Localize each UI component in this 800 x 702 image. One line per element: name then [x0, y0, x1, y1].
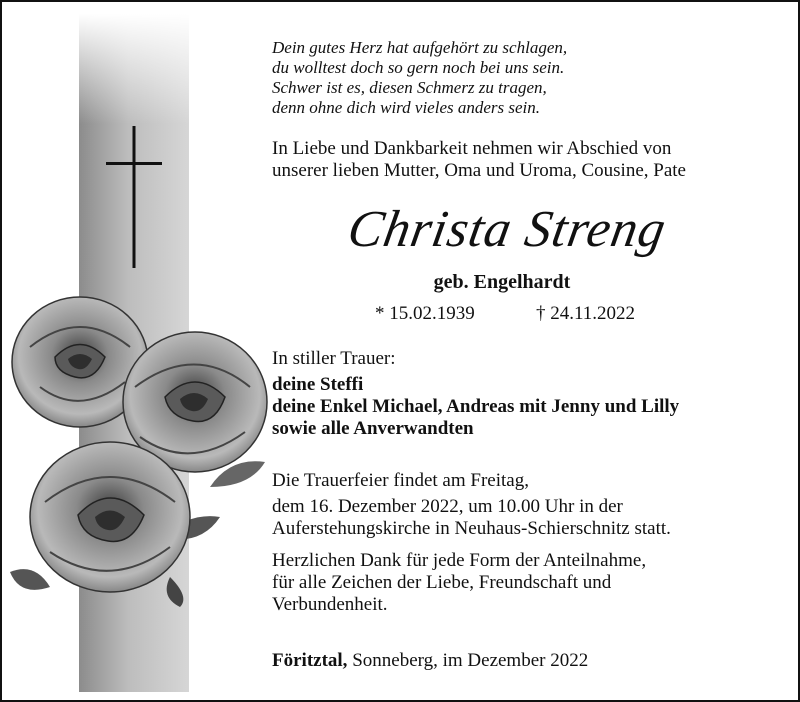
ceremony-line: dem 16. Dezember 2022, um 10.00 Uhr in der: [272, 496, 623, 517]
ceremony-line: Die Trauerfeier findet am Freitag,: [272, 470, 529, 491]
mourning-heading: In stiller Trauer:: [272, 348, 396, 369]
thanks-line: Herzlichen Dank für jede Form der Anteilnahme,: [272, 550, 647, 571]
mourner-line: deine Steffi: [272, 374, 364, 395]
place-rest: Sonneberg, im Dezember 2022: [347, 650, 589, 671]
thanks-line: für alle Zeichen der Liebe, Freundschaft und: [272, 572, 612, 593]
poem-line: denn ohne dich wird vieles anders sein.: [272, 98, 541, 117]
mourner-line: sowie alle Anverwandten: [272, 418, 474, 439]
birth-name: geb. Engelhardt: [433, 271, 571, 293]
ceremony-line: Auferstehungskirche in Neuhaus-Schierschnitz statt.: [272, 518, 671, 539]
poem-line: Schwer ist es, diesen Schmerz zu tragen,: [272, 78, 547, 97]
birth-date: * 15.02.1939: [375, 303, 475, 324]
deceased-name: Christa Streng: [343, 201, 671, 258]
poem-line: Dein gutes Herz hat aufgehört zu schlagen,: [272, 38, 568, 57]
thanks-line: Verbundenheit.: [272, 594, 388, 615]
band-fade: [79, 14, 189, 124]
intro-line: In Liebe und Dankbarkeit nehmen wir Abschied von: [272, 138, 672, 159]
mourners-list: [272, 374, 679, 440]
place-name: Föritztal,: [272, 650, 348, 671]
intro-line: unserer lieben Mutter, Oma und Uroma, Cousine, Pate: [272, 160, 686, 181]
death-date: † 24.11.2022: [536, 303, 636, 324]
cross-icon: [106, 126, 162, 268]
poem: [272, 38, 772, 118]
mourner-line: deine Enkel Michael, Andreas mit Jenny und Lilly: [272, 396, 680, 417]
roses-image: [10, 287, 270, 607]
poem-line: du wolltest doch so gern noch bei uns sein.: [272, 58, 565, 77]
thanks-text: [272, 550, 646, 616]
funeral-info: [272, 470, 671, 540]
place-date: [272, 650, 588, 672]
farewell-intro: [272, 138, 792, 182]
